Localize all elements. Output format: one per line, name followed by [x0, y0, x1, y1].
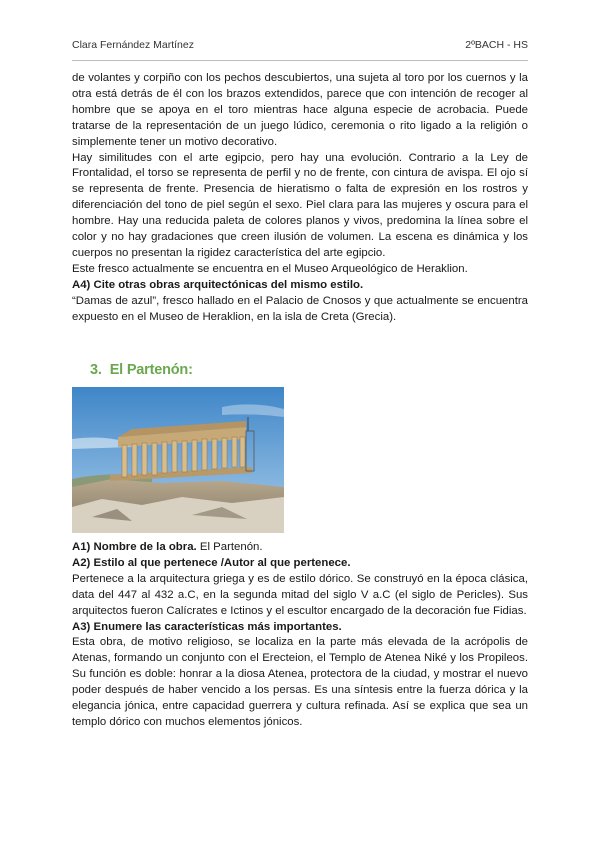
- question-a4: A4) Cite otras obras arquitectónicas del mismo estilo.: [72, 278, 364, 291]
- section-title: El Partenón:: [109, 362, 193, 378]
- header-divider: [72, 60, 528, 61]
- answer-a1: El Partenón.: [196, 541, 263, 553]
- text-block-minoan-fresco: [72, 71, 528, 326]
- text-block-parthenon: [72, 540, 528, 731]
- paragraph-egyptian-comparison: Hay similitudes con el arte egipcio, pero hay una evolución. Contrario a la Ley de Frontalidad, el torso se representa de perfil y no de frente, con cintura de avispa. El ojo sí se representa de frente. Presencia de hieratismo o falta de expresión en los rostros y diferenciación del tono de piel según el sexo. Piel clara para las mujeres y oscura para el hombre. Hay una reducida paleta de colores planos y vivos, predomina la línea sobre el color y no hay gradaciones que creen ilusión de volumen. La escena es dinámica y los cuerpos no presentan la rigidez característica del arte egipcio.: [72, 151, 528, 259]
- header-author: Clara Fernández Martínez: [72, 39, 194, 51]
- paragraph-fresco-location: Este fresco actualmente se encuentra en el Museo Arqueológico de Heraklion.: [72, 262, 468, 275]
- paragraph-characteristics: Esta obra, de motivo religioso, se localiza en la parte más elevada de la acrópolis de Atenas, formando un conjunto con el Erecteion, el Templo de Atenea Niké y los Propileos. Su función es doble: honrar a la diosa Atenea, protectora de la ciudad, y mostrar el nuevo poder después de haber vencido a los persas. Es una síntesis entre la fuerza dórica y la elegancia jónica, entre capacidad guerrera y cultura refinada. Así se explica que sea un templo dórico con muchos elementos jónicos.: [72, 636, 528, 728]
- parthenon-photo: [72, 387, 284, 533]
- header-course: 2ºBACH - HS: [465, 39, 528, 51]
- question-a3: A3) Enumere las características más importantes.: [72, 620, 342, 633]
- answer-a1-line: [72, 540, 528, 556]
- section-number: 3.: [90, 362, 102, 378]
- question-a1: A1) Nombre de la obra.: [72, 541, 197, 553]
- question-a2: A2) Estilo al que pertenece /Autor al que pertenece.: [72, 556, 351, 569]
- paragraph-style-author: Pertenece a la arquitectura griega y es de estilo dórico. Se construyó en la época clásica, data del 447 al 432 a.C, en la segunda mitad del siglo V a.C (el siglo de Pericles). Sus arquitectos fueron Calícrates e Ictinos y el escultor encargado de la decoración fue Fidias.: [72, 572, 528, 617]
- paragraph-fresco-description: de volantes y corpiño con los pechos descubiertos, una sujeta al toro por los cuernos y la otra está detrás de él con los brazos extendidos, parece que con intención de recoger al hombre que se apoya en el toro mientras hace alguna especie de acrobacia. Puede tratarse de la representación de un juego lúdico, ceremonia o rito ligado a la religión o simplemente tener un motivo decorativo.: [72, 72, 528, 148]
- section-heading-parthenon: [90, 362, 193, 378]
- paragraph-other-works: “Damas de azul”, fresco hallado en el Palacio de Cnosos y que actualmente se encuentra expuesto en el Museo de Heraklion, en la isla de Creta (Grecia).: [72, 294, 528, 323]
- page-header: [72, 33, 528, 55]
